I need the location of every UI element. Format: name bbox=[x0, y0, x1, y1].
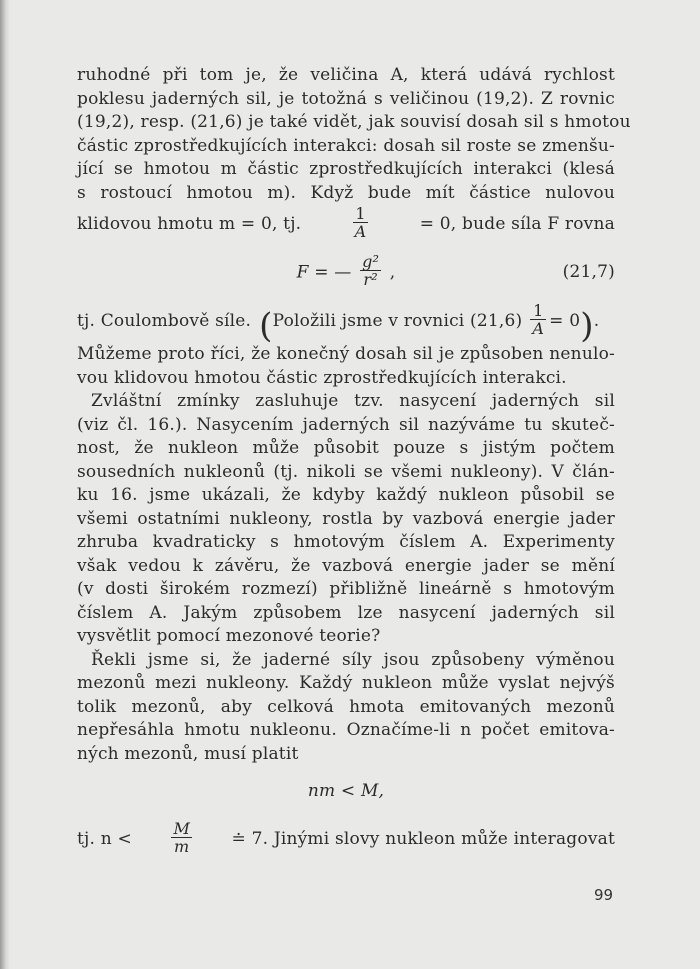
equation-nm-text: nm < M, bbox=[307, 781, 385, 802]
text-line: s rostoucí hmotou m). Když bude mít částice nulovou bbox=[77, 182, 615, 203]
coulomb-after: = 0 bbox=[549, 311, 581, 332]
text-line: zhruba kvadraticky s hmotovým číslem A. Experimenty bbox=[77, 532, 615, 552]
page-number: 99 bbox=[594, 886, 614, 904]
text-line: sousedních nukleonů (tj. nikoli se všemi nukleony). V člán- bbox=[77, 461, 615, 482]
text-line: vou klidovou hmotou částic zprostředkujících interakci. bbox=[77, 367, 567, 388]
coulomb-line: tj. Coulombově síle. ( Položili jsme v rovnici (21,6) $\frac{1}{A}$ = 0 ) . bbox=[77, 301, 600, 346]
text-line: Řekli jsme si, že jaderné síly jsou způsobeny výměnou bbox=[91, 649, 615, 670]
equation-denominator: r² bbox=[363, 270, 378, 289]
last-denominator: m bbox=[174, 837, 190, 856]
equation-tail: , bbox=[389, 262, 396, 283]
text-line: (viz čl. 16.). Nasycením jaderných sil nazýváme tu skuteč- bbox=[77, 414, 615, 435]
text-line: (19,2), resp. (21,6) je také vidět, jak souvisí dosah sil s hmotou bbox=[77, 112, 631, 132]
text-line: Zvláštní zmínky zasluhuje tzv. nasycení jaderných sil bbox=[91, 391, 615, 411]
text-line: částic zprostředkujících interakci: dosah sil roste se zmenšu- bbox=[77, 135, 615, 156]
fraction-1-over-a bbox=[353, 206, 369, 240]
text-line: (v dosti širokém rozmezí) přibližně lineárně s hmotovým bbox=[77, 579, 615, 599]
line7-after: = 0, bude síla F rovna bbox=[419, 214, 615, 235]
text-line: číslem A. Jakým způsobem lze nasycení jaderných sil bbox=[77, 602, 615, 623]
frac-denominator: A bbox=[354, 222, 367, 241]
text-line: ku 16. jsme ukázali, že kdyby každý nukleon působil se bbox=[77, 485, 615, 505]
equation-numerator: g² bbox=[362, 252, 380, 271]
equation-fraction bbox=[360, 254, 381, 288]
text-line: jící se hmotou m částic zprostředkujících interakci (klesá bbox=[77, 159, 615, 179]
line7-before: klidovou hmotu m = 0, tj. bbox=[77, 214, 302, 235]
equation-21-7 bbox=[77, 245, 615, 301]
coulomb-numerator: 1 bbox=[530, 303, 546, 320]
text-line: nost, že nukleon může působit pouze s jistým počtem bbox=[77, 438, 615, 458]
text-line: nepřesáhla hmotu nukleonu. Označíme-li n počet emitova- bbox=[77, 720, 615, 740]
coulomb-fraction bbox=[530, 303, 546, 337]
last-line-after: ≐ 7. Jinými slovy nukleon může interagovat bbox=[231, 829, 615, 850]
coulomb-paren-text: Položili jsme v rovnici (21,6) bbox=[272, 311, 523, 332]
text-line: ruhodné při tom je, že veličina A, která udává rychlost bbox=[77, 65, 615, 85]
text-line: mezonů mezi nukleony. Každý nukleon může vyslat nejvýš bbox=[77, 673, 615, 693]
equation-body bbox=[77, 252, 555, 290]
last-fraction bbox=[171, 821, 192, 855]
last-numerator: M bbox=[173, 819, 191, 838]
frac-numerator: 1 bbox=[353, 206, 369, 223]
text-line: však vedou k závěru, že vazbová energie jader se mění bbox=[77, 555, 615, 576]
equation-nm bbox=[77, 766, 615, 818]
text-line: tolik mezonů, aby celková hmota emitovaných mezonů bbox=[77, 696, 615, 717]
line-with-fraction bbox=[77, 205, 615, 245]
text-line: Můžeme proto říci, že konečný dosah sil je způsoben nenulo- bbox=[77, 344, 615, 364]
equation-lhs: F = — bbox=[296, 262, 352, 283]
coulomb-denominator: A bbox=[532, 319, 545, 338]
coulomb-before: tj. Coulombově síle. bbox=[77, 311, 252, 332]
page-edge bbox=[0, 0, 10, 969]
equation-number: (21,7) bbox=[562, 262, 615, 283]
text-line: vysvětlit pomocí mezonové teorie? bbox=[77, 626, 381, 646]
text-line: ných mezonů, musí platit bbox=[77, 743, 299, 764]
text-line: všemi ostatními nukleony, rostla by vazbová energie jader bbox=[77, 508, 615, 529]
last-line bbox=[77, 818, 615, 862]
text-column bbox=[77, 64, 631, 862]
last-line-before: tj. n < bbox=[77, 829, 132, 850]
text-line: poklesu jaderných sil, je totožná s veličinou (19,2). Z rovnic bbox=[77, 88, 615, 109]
